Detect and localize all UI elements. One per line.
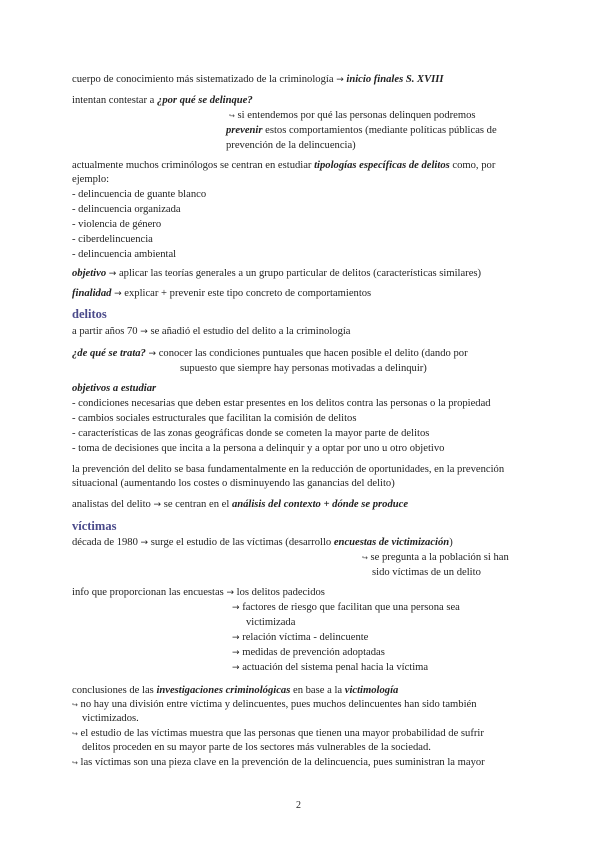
list-item: - ciberdelincuencia	[72, 234, 153, 245]
text-line: actualmente muchos criminólogos se centran en estudiar tipologías específicas de delitos como, por	[72, 160, 496, 171]
list-item: ↪ no hay una división entre víctima y delincuentes, pues muchos delincuentes han sido también	[72, 699, 477, 710]
text-line: conclusiones de las investigaciones criminológicas en base a la victimología	[72, 685, 399, 696]
list-item: - cambios sociales estructurales que facilitan la comisión de delitos	[72, 413, 357, 424]
text-line: cuerpo de conocimiento más sistematizado de la criminología → inicio finales S. XVIII	[72, 74, 444, 85]
text-line: finalidad → explicar + prevenir este tipo concreto de comportamientos	[72, 288, 372, 299]
list-item: → relación víctima - delincuente	[232, 632, 369, 643]
text-line: supuesto que siempre hay personas motivadas a delinquir)	[180, 363, 427, 374]
section-heading: víctimas	[72, 519, 117, 533]
text-line: a partir años 70 → se añadió el estudio del delito a la criminología	[72, 326, 351, 337]
text-line: la prevención del delito se basa fundamentalmente en la reducción de oportunidades, en la prevención	[72, 464, 505, 475]
section-heading: delitos	[72, 307, 107, 321]
list-item: - toma de decisiones que incita a la persona a delinquir y a optar por uno u otro objetivo	[72, 443, 445, 454]
list-item: - condiciones necesarias que deben estar presentes en los delitos contra las personas o la propiedad	[72, 398, 491, 409]
list-item: ↪ el estudio de las víctimas muestra que las personas que tienen una mayor probabilidad de sufrir	[72, 728, 484, 739]
list-item: → medidas de prevención adoptadas	[232, 647, 385, 658]
list-item: → factores de riesgo que facilitan que una persona sea	[232, 602, 460, 613]
text-line: prevenir estos comportamientos (mediante políticas públicas de	[226, 125, 497, 136]
text-line: década de 1980 → surge el estudio de las víctimas (desarrollo encuestas de victimización)	[72, 537, 453, 548]
text-line: victimizada	[246, 617, 296, 628]
text-line: prevención de la delincuencia)	[226, 140, 356, 151]
subheading: objetivos a estudiar	[72, 383, 157, 394]
text-line: sido víctimas de un delito	[372, 567, 481, 578]
text-line: victimizados.	[82, 713, 139, 724]
list-item: - características de las zonas geográficas donde se cometen la mayor parte de delitos	[72, 428, 430, 439]
list-item: ↪ las víctimas son una pieza clave en la prevención de la delincuencia, pues suministran la mayor	[72, 757, 485, 768]
text-line: info que proporcionan las encuestas → los delitos padecidos	[72, 587, 325, 598]
list-item: - delincuencia organizada	[72, 204, 181, 215]
text-line: ↪ si entendemos por qué las personas delinquen podremos	[229, 110, 476, 121]
list-item: - delincuencia ambiental	[72, 249, 177, 260]
text-line: intentan contestar a ¿por qué se delinque?	[72, 95, 253, 106]
text-line: ejemplo:	[72, 174, 110, 185]
text-line: ¿de qué se trata? → conocer las condiciones puntuales que hacen posible el delito (dando por	[72, 348, 468, 359]
list-item: - violencia de género	[72, 219, 162, 230]
text-line: objetivo → aplicar las teorías generales a un grupo particular de delitos (características similares)	[72, 268, 482, 279]
text-line: situacional (aumentando los costes o disminuyendo las ganancias del delito)	[72, 478, 395, 489]
text-line: analistas del delito → se centran en el análisis del contexto + dónde se produce	[72, 499, 409, 510]
text-line: ↪ se pregunta a la población si han	[362, 552, 509, 563]
page-number: 2	[296, 800, 301, 811]
text-line: delitos proceden en su mayor parte de los sectores más vulnerables de la sociedad.	[82, 742, 431, 753]
list-item: → actuación del sistema penal hacia la víctima	[232, 662, 429, 673]
list-item: - delincuencia de guante blanco	[72, 189, 207, 200]
